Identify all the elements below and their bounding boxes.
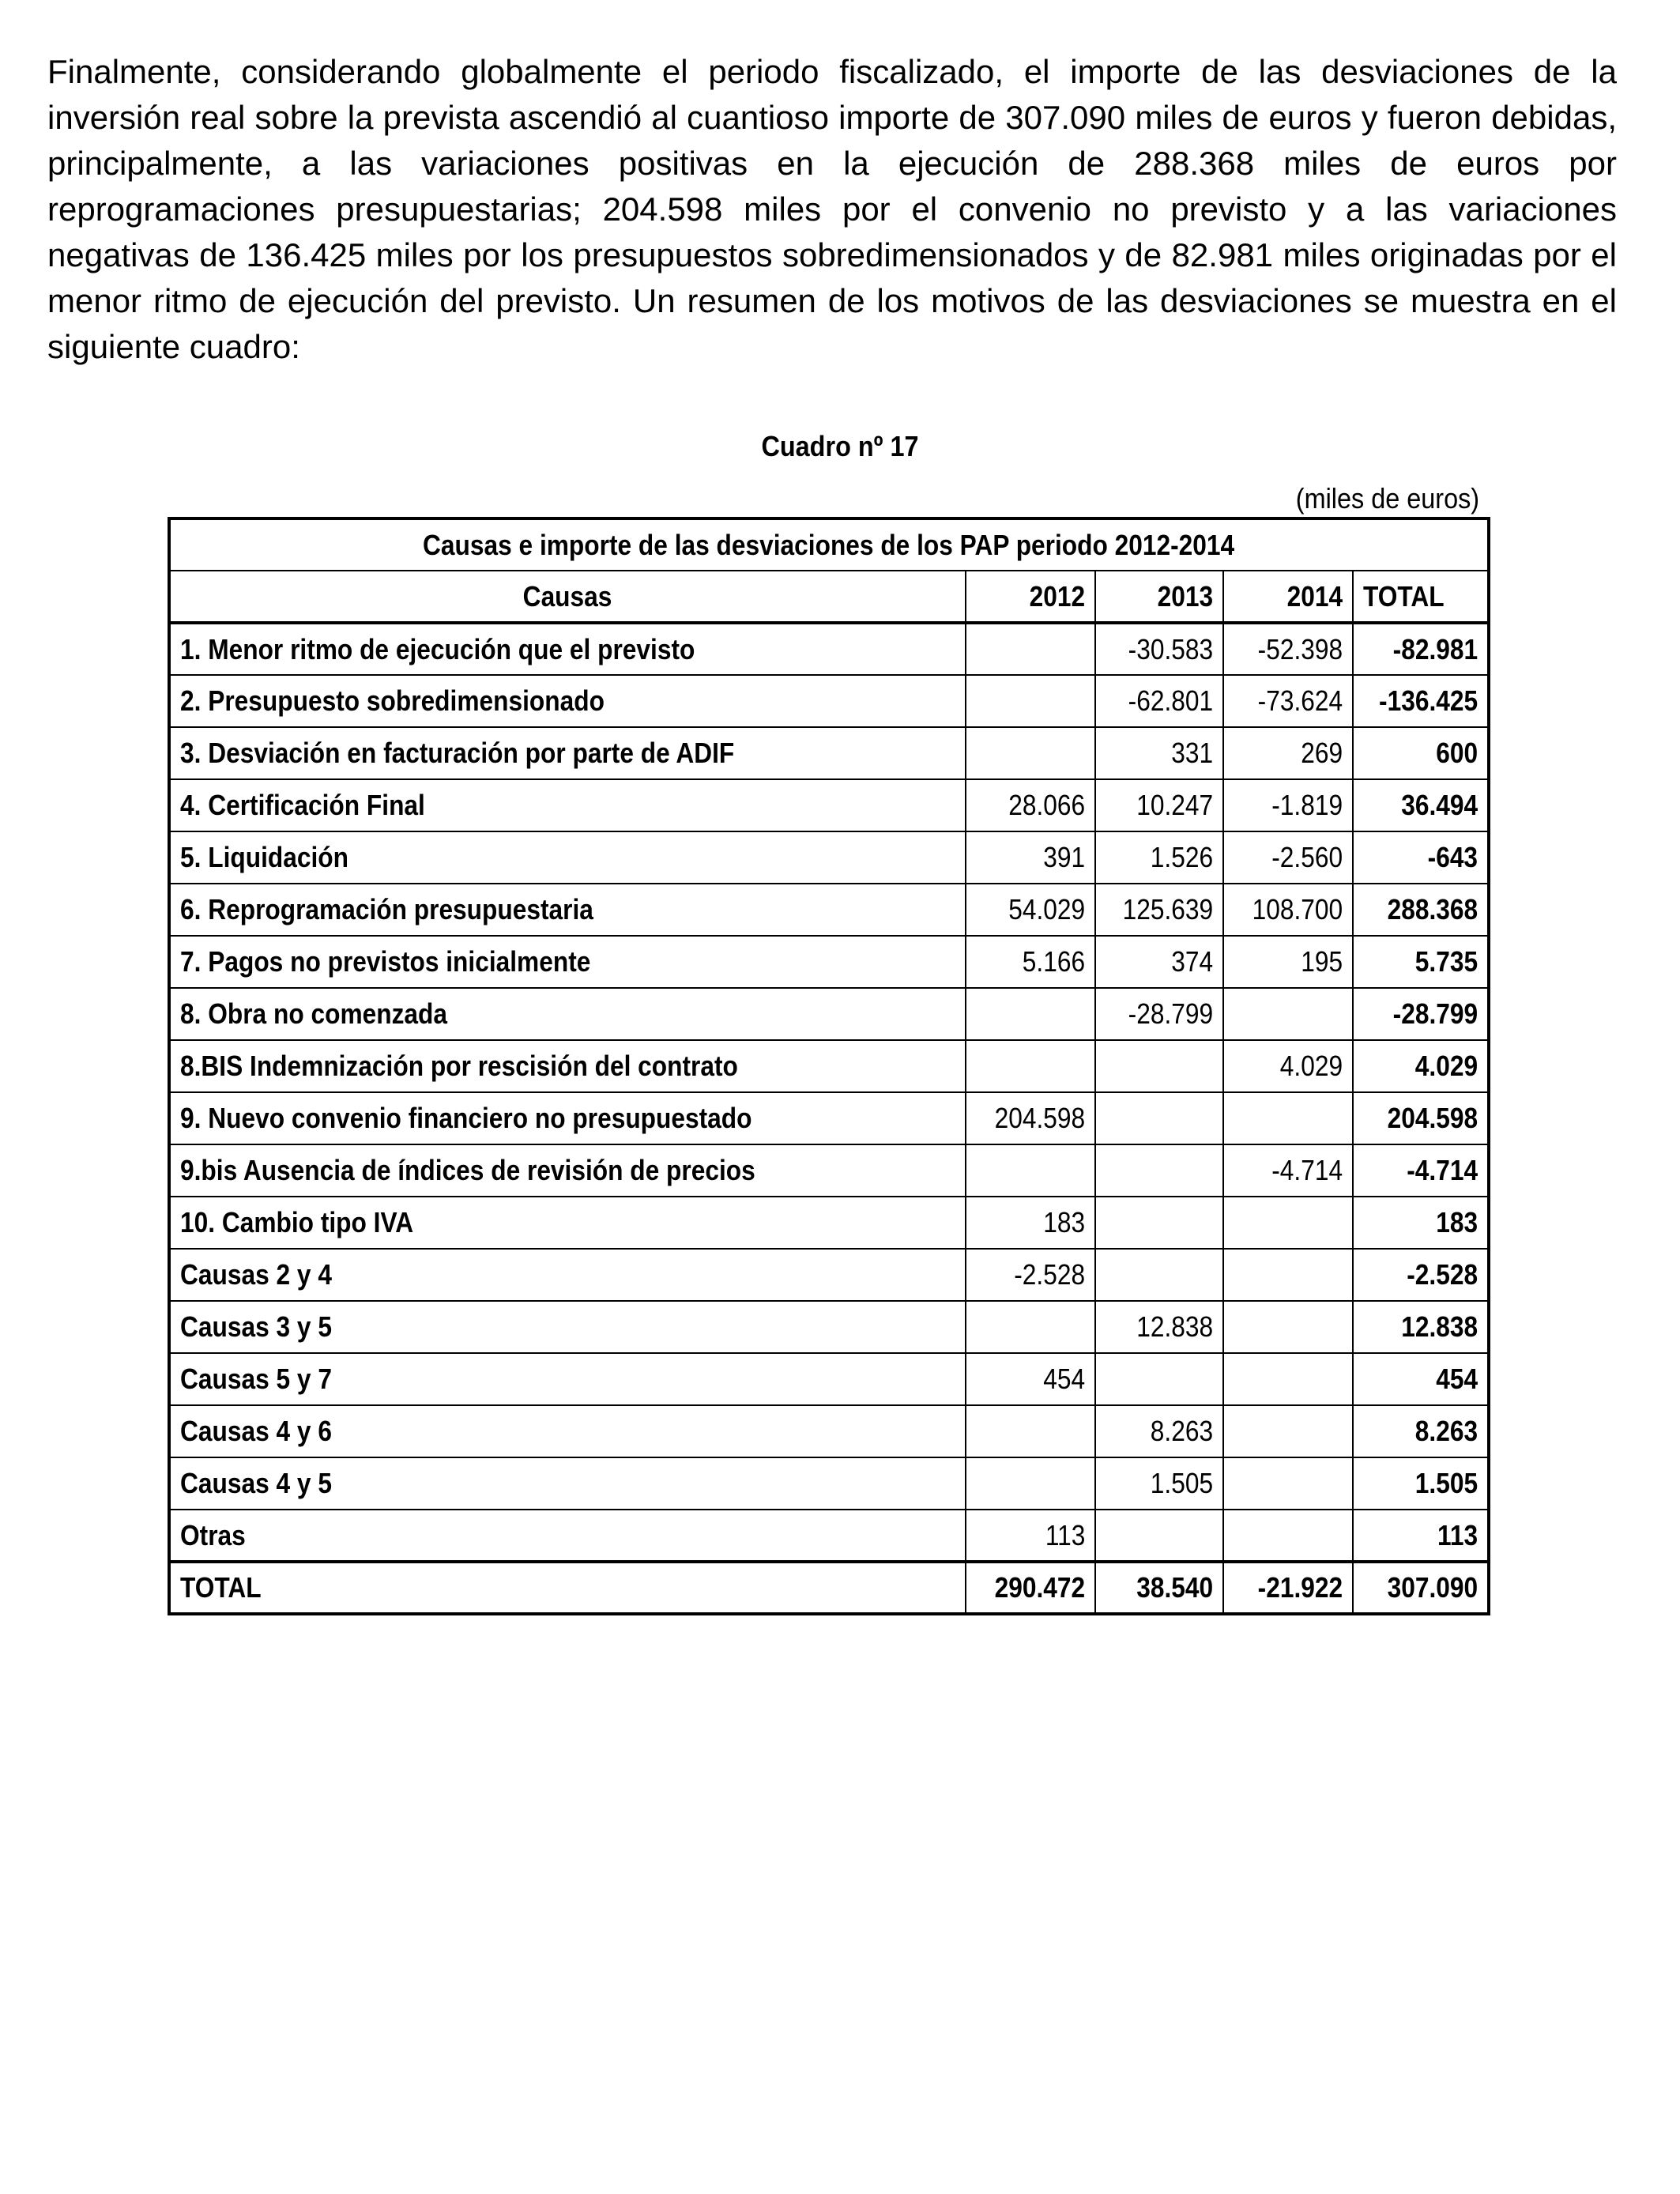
cause-cell: 4. Certificación Final [169, 779, 966, 831]
total-cell: 454 [1353, 1353, 1489, 1405]
value-2012-cell: 391 [966, 831, 1095, 884]
value-2013-cell: 1.505 [1095, 1457, 1223, 1510]
total-cell: -643 [1353, 831, 1489, 884]
table-row [169, 1197, 1489, 1249]
value-2014-cell [1223, 1197, 1353, 1249]
total-row-label: TOTAL [169, 1562, 966, 1614]
total-cell: 600 [1353, 727, 1489, 779]
table-title: Causas e importe de las desviaciones de los PAP periodo 2012-2014 [169, 518, 1489, 571]
value-2013-cell: -28.799 [1095, 988, 1223, 1040]
value-2012-cell: 5.166 [966, 936, 1095, 988]
total-row-total: 307.090 [1353, 1562, 1489, 1614]
table-units: (miles de euros) [1295, 482, 1479, 515]
value-2012-cell: 454 [966, 1353, 1095, 1405]
value-2014-cell: -1.819 [1223, 779, 1353, 831]
value-2014-cell: -52.398 [1223, 623, 1353, 675]
total-cell: 1.505 [1353, 1457, 1489, 1510]
table-row [169, 831, 1489, 884]
cause-cell: 9.bis Ausencia de índices de revisión de precios [169, 1144, 966, 1197]
value-2012-cell [966, 988, 1095, 1040]
total-cell: 204.598 [1353, 1092, 1489, 1144]
table-row [169, 1092, 1489, 1144]
value-2012-cell: 204.598 [966, 1092, 1095, 1144]
intro-paragraph: Finalmente, considerando globalmente el periodo fiscalizado, el importe de las desviaciones de la inversión real sobre la prevista ascendió al cuantioso importe de 307.090 miles de euros y fueron debidas, principalmente, a las variaciones positivas en la ejecución de 288.368 miles de euros por reprogramaciones presupuestarias; 204.598 miles por el convenio no previsto y a las variaciones negativas de 136.425 miles por los presupuestos sobredimensionados y de 82.981 miles originadas por el menor ritmo de ejecución del previsto. Un resumen de los motivos de las desviaciones se muestra en el siguiente cuadro: [47, 53, 1617, 365]
table-row [169, 779, 1489, 831]
value-2012-cell [966, 1144, 1095, 1197]
table-row [169, 1353, 1489, 1405]
total-cell: -82.981 [1353, 623, 1489, 675]
value-2014-cell: -73.624 [1223, 675, 1353, 727]
value-2014-cell [1223, 1092, 1353, 1144]
total-cell: 8.263 [1353, 1405, 1489, 1457]
total-cell: 36.494 [1353, 779, 1489, 831]
table-row [169, 1457, 1489, 1510]
cause-cell: 5. Liquidación [169, 831, 966, 884]
cause-cell: 8.BIS Indemnización por rescisión del contrato [169, 1040, 966, 1092]
table-row [169, 1144, 1489, 1197]
total-cell: 113 [1353, 1510, 1489, 1562]
cause-cell: Causas 4 y 6 [169, 1405, 966, 1457]
total-cell: -28.799 [1353, 988, 1489, 1040]
total-row-2012: 290.472 [966, 1562, 1095, 1614]
value-2014-cell [1223, 1457, 1353, 1510]
table-row [169, 1301, 1489, 1353]
header-total: TOTAL [1353, 571, 1489, 623]
value-2012-cell: 113 [966, 1510, 1095, 1562]
value-2013-cell [1095, 1353, 1223, 1405]
value-2014-cell [1223, 1301, 1353, 1353]
table-body [169, 623, 1489, 1562]
table-row [169, 884, 1489, 936]
cause-cell: 8. Obra no comenzada [169, 988, 966, 1040]
value-2012-cell [966, 675, 1095, 727]
value-2013-cell [1095, 1197, 1223, 1249]
value-2013-cell: -30.583 [1095, 623, 1223, 675]
cause-cell: 1. Menor ritmo de ejecución que el previsto [169, 623, 966, 675]
value-2013-cell [1095, 1144, 1223, 1197]
value-2013-cell: 374 [1095, 936, 1223, 988]
value-2013-cell: 8.263 [1095, 1405, 1223, 1457]
total-row-2013: 38.540 [1095, 1562, 1223, 1614]
value-2014-cell: 269 [1223, 727, 1353, 779]
value-2013-cell: 1.526 [1095, 831, 1223, 884]
cause-cell: 2. Presupuesto sobredimensionado [169, 675, 966, 727]
header-2014: 2014 [1223, 571, 1353, 623]
table-row [169, 1510, 1489, 1562]
cause-cell: Causas 4 y 5 [169, 1457, 966, 1510]
value-2013-cell: 331 [1095, 727, 1223, 779]
table-row [169, 1249, 1489, 1301]
total-cell: 12.838 [1353, 1301, 1489, 1353]
value-2013-cell: 125.639 [1095, 884, 1223, 936]
table-row [169, 623, 1489, 675]
value-2014-cell [1223, 988, 1353, 1040]
value-2012-cell [966, 1040, 1095, 1092]
value-2014-cell: 108.700 [1223, 884, 1353, 936]
table-total-row [169, 1562, 1489, 1614]
table-row [169, 727, 1489, 779]
value-2014-cell [1223, 1249, 1353, 1301]
value-2014-cell: 195 [1223, 936, 1353, 988]
value-2014-cell: -2.560 [1223, 831, 1353, 884]
cause-cell: 10. Cambio tipo IVA [169, 1197, 966, 1249]
cause-cell: Causas 5 y 7 [169, 1353, 966, 1405]
value-2013-cell [1095, 1092, 1223, 1144]
header-2013: 2013 [1095, 571, 1223, 623]
cause-cell: Causas 3 y 5 [169, 1301, 966, 1353]
total-cell: -2.528 [1353, 1249, 1489, 1301]
total-cell: 5.735 [1353, 936, 1489, 988]
table-row [169, 1405, 1489, 1457]
total-row-2014: -21.922 [1223, 1562, 1353, 1614]
total-cell: 4.029 [1353, 1040, 1489, 1092]
value-2012-cell [966, 623, 1095, 675]
total-cell: -136.425 [1353, 675, 1489, 727]
value-2013-cell: -62.801 [1095, 675, 1223, 727]
cause-cell: 7. Pagos no previstos inicialmente [169, 936, 966, 988]
value-2014-cell: -4.714 [1223, 1144, 1353, 1197]
value-2014-cell: 4.029 [1223, 1040, 1353, 1092]
deviations-table [168, 517, 1490, 1615]
value-2012-cell: 28.066 [966, 779, 1095, 831]
value-2012-cell [966, 727, 1095, 779]
header-causas: Causas [169, 571, 966, 623]
value-2013-cell [1095, 1249, 1223, 1301]
value-2012-cell [966, 1301, 1095, 1353]
value-2013-cell: 12.838 [1095, 1301, 1223, 1353]
value-2012-cell: -2.528 [966, 1249, 1095, 1301]
value-2014-cell [1223, 1353, 1353, 1405]
table-caption: Cuadro nº 17 [761, 430, 919, 462]
value-2012-cell [966, 1457, 1095, 1510]
cause-cell: 3. Desviación en facturación por parte de ADIF [169, 727, 966, 779]
table-row [169, 988, 1489, 1040]
value-2012-cell [966, 1405, 1095, 1457]
table-row [169, 936, 1489, 988]
table-row [169, 1040, 1489, 1092]
value-2014-cell [1223, 1405, 1353, 1457]
cause-cell: Causas 2 y 4 [169, 1249, 966, 1301]
value-2013-cell [1095, 1510, 1223, 1562]
total-cell: 288.368 [1353, 884, 1489, 936]
value-2014-cell [1223, 1510, 1353, 1562]
value-2012-cell: 54.029 [966, 884, 1095, 936]
cause-cell: Otras [169, 1510, 966, 1562]
table-row [169, 675, 1489, 727]
cause-cell: 9. Nuevo convenio financiero no presupuestado [169, 1092, 966, 1144]
total-cell: 183 [1353, 1197, 1489, 1249]
header-2012: 2012 [966, 571, 1095, 623]
cause-cell: 6. Reprogramación presupuestaria [169, 884, 966, 936]
total-cell: -4.714 [1353, 1144, 1489, 1197]
value-2013-cell: 10.247 [1095, 779, 1223, 831]
value-2012-cell: 183 [966, 1197, 1095, 1249]
value-2013-cell [1095, 1040, 1223, 1092]
